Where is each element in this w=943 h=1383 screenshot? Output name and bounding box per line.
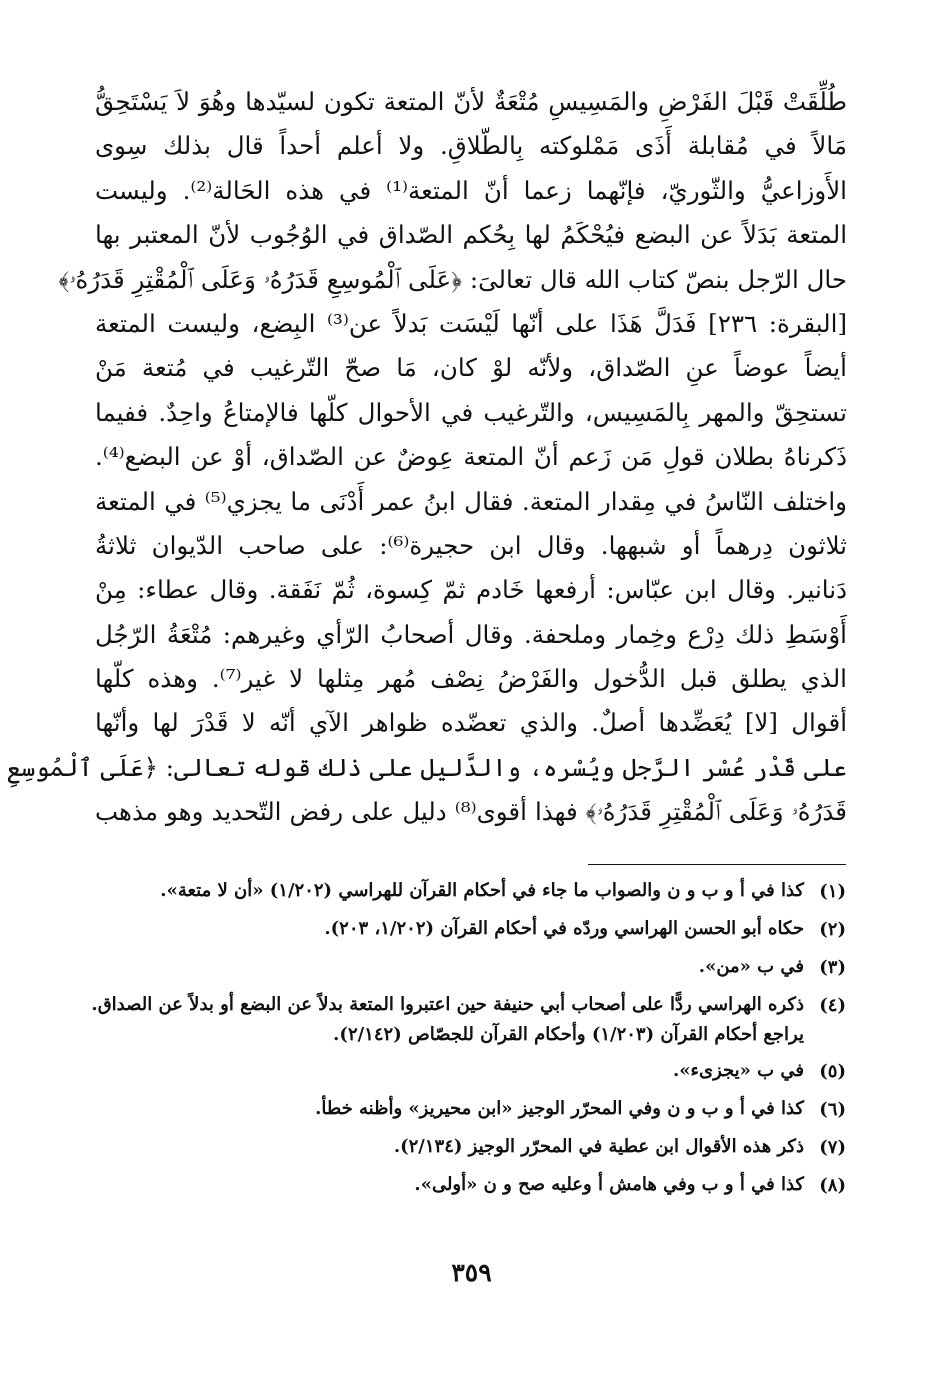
text-line: ذَكرناهُ بطلان قولِ مَن زَعم أنّ المتعة عِوضٌ عن الصّداق، أوْ عن البضع⁽⁴⁾.	[95, 442, 847, 472]
text-line: طُلِّقَتْ قَبْلَ الفَرْضِ والمَسِيسِ مُتْعَةٌ لأنّ المتعة تكون لسيّدها وهُوَ لاَ يَسْتَحِقُّ	[95, 87, 847, 116]
footnote-number: (٧)	[819, 1137, 846, 1158]
footnote-divider	[588, 864, 846, 865]
text-line: أقوال [لا] يُعَضِّدها أصلٌ. والذي تعضّده ظواهر الآي أنّه لا قَدْرَ لها وأنّها	[95, 708, 847, 738]
footnote-item	[90, 914, 846, 946]
footnote-number: (٥)	[819, 1061, 846, 1082]
footnote-item	[90, 1170, 846, 1202]
footnote-item	[90, 876, 846, 908]
text-line: حال الرّجل بنصّ كتاب الله قال تعالىَ: ﴿عَلَى ٱلْمُوسِعِ قَدَرُهُۥ وَعَلَى ٱلْمُقْتِرِ قَدَرُهُۥ﴾	[58, 264, 847, 294]
text-line: على قَدْر عُسْر الرَّجل ويُسْره، والدَّليل على ذلك قوله تعالى: ﴿عَلَى ٱلْمُوسِعِ	[6, 752, 847, 782]
page-number: ٣٥٩	[451, 1258, 492, 1287]
text-line: واختلف النّاسُ في مِقدار المتعة. فقال ابنُ عمر أَدْنَى ما يجزي⁽⁵⁾ في المتعة	[95, 486, 847, 516]
text-line: أَوْسَطِ ذلك دِرْع وخِمار وملحفة. وقال أصحابُ الرّأي وغيرهم: مُتْعَةُ الرّجُل	[95, 619, 847, 649]
text-line: قَدَرُهُۥ وَعَلَى ٱلْمُقْتِرِ قَدَرُهُۥ﴾ فهذا أقوى⁽⁸⁾ دليل على رفض التّحديد وهو مذهب	[95, 797, 847, 827]
footnote-item	[90, 1056, 846, 1088]
text-line: مَالاً في مُقابلة أَذَى مَمْلوكته بِالطّلاقِ. ولا أعلم أحداً قال بذلك سِوى	[95, 131, 847, 161]
text-line: الذي يطلق قبل الدُّخول والفَرْضُ نِصْف مُهر مِثلها لا غير⁽⁷⁾. وهذه كلّها	[95, 664, 847, 694]
text-line: المتعة بَدَلاً عن البضع فيُحْكَمُ لها بِحُكم الصّداق في الوُجُوب لأنّ المعتبر بها	[95, 220, 847, 250]
footnote-number: (٦)	[819, 1099, 846, 1120]
footnotes-section	[90, 876, 846, 1208]
main-text-block	[6, 80, 848, 835]
footnote-text: في ب «من».	[698, 956, 804, 977]
text-line: الأَوزاعيُّ والثّوريّ، فإنّهما زعما أنّ المتعة⁽¹⁾ في هذه الحَالة⁽²⁾. وليست	[95, 175, 847, 205]
footnote-number: (١)	[819, 881, 846, 902]
footnote-text: ذكره الهراسي ردًّا على أصحاب أبي حنيفة حين اعتبروا المتعة بدلاً عن البضع أو بدلاً عن الصداق. يراجع أحكام القرآن (١/٢٠٣) وأحكام القرآن للجصّاص (٢/١٤٢).	[91, 994, 804, 1045]
footnote-number: (٢)	[819, 919, 846, 940]
footnote-item	[90, 990, 846, 1050]
footnote-text: كذا في أ و ب وفي هامش أ وعليه صح و ن «أولى».	[414, 1174, 804, 1195]
footnote-text: كذا في أ و ب و ن وفي المحرّر الوجيز «ابن محيريز» وأظنه خطأ.	[315, 1098, 804, 1119]
footnote-item	[90, 952, 846, 984]
footnote-number: (٨)	[819, 1175, 846, 1196]
footnote-item	[90, 1094, 846, 1126]
footnote-text: في ب «يجزىء».	[673, 1060, 804, 1081]
footnote-text: كذا في أ و ب و ن والصواب ما جاء في أحكام القرآن للهراسي (١/٢٠٢) «أن لا متعة».	[160, 880, 804, 901]
footnote-item	[90, 1132, 846, 1164]
footnote-text: ذكر هذه الأقوال ابن عطية في المحرّر الوجيز (٢/١٣٤).	[393, 1136, 804, 1157]
footnote-number: (٤)	[819, 995, 846, 1016]
text-line: دَنانير. وقال ابن عبّاس: أرفعها خَادم ثمّ كِسوة، ثُمّ نَفَقة. وقال عطاء: مِنْ	[95, 575, 847, 605]
text-line: ثلاثون دِرهماً أو شبهها. وقال ابن حجيرة⁽⁶⁾: على صاحب الدّيوان ثلاثةُ	[95, 530, 848, 560]
text-line: تستحِقّ والمهر بِالمَسِيس، والتّرغيب في الأحوال كلّها فالإمتاعُ واحِدٌ. ففيما	[95, 397, 847, 427]
footnote-text: حكاه أبو الحسن الهراسي وردّه في أحكام القرآن (١/٢٠٢، ٢٠٣).	[324, 918, 804, 939]
text-line: [البقرة: ٢٣٦] فَدَلَّ هَذَا على أنّها لَيْسَت بَدلاً عن⁽³⁾ البِضع، وليست المتعة	[95, 308, 847, 338]
text-line: أيضاً عوضاً عنِ الصّداق، ولأنّه لوْ كان، مَا صحّ التّرغيب في مُتعة مَنْ	[95, 353, 847, 383]
footnote-number: (٣)	[819, 957, 846, 978]
